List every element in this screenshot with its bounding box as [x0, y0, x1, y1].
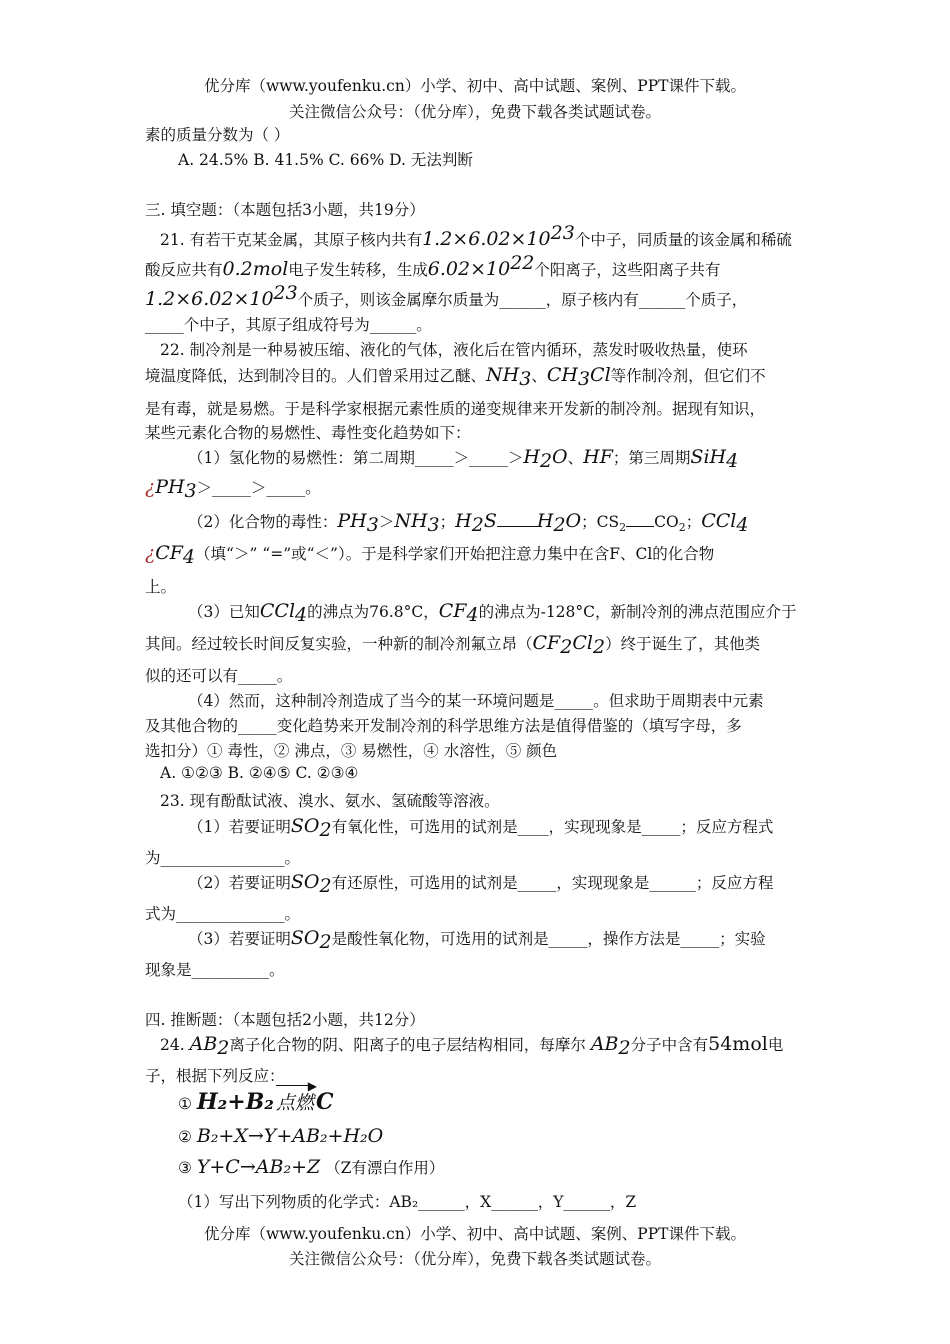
q21-line-2: 酸反应共有0.2mol电子发生转移，生成$6.02\times 10^{22}$个阳离子，这些阳离子共有 [145, 252, 721, 281]
q24-line-2: 子，根据下列反应： [145, 1067, 285, 1085]
reaction-2: ② B₂+X→Y+AB₂+H₂O [178, 1125, 384, 1147]
q23-line-1: 23. 现有酚酞试液、溴水、氨水、氢硫酸等溶液。 [160, 792, 500, 810]
q21-line-4: _____个中子，其原子组成符号为______。 [145, 316, 432, 334]
q20-options: A. 24.5% B. 41.5% C. 66% D. 无法判断 [178, 151, 473, 169]
q20-tail: 素的质量分数为（ ） [145, 126, 290, 144]
q22-part1-line-1: （1）氢化物的易燃性：第二周期$\_\_\_\_\_>\_\_\_\_\_>H_2O$、HF；第三周期SiH$_4$ [188, 446, 739, 473]
header-line-2: 关注微信公众号：（优分库），免费下载各类试题试卷。 [288, 103, 661, 121]
q23-part2-line-2: 式为______________。 [145, 905, 301, 923]
q22-part3-line-2: 其间。经过较长时间反复实验，一种新的制冷剂氟立昂$(CF_2Cl_2)$终于诞生了，其他类 [145, 632, 761, 659]
q22-line-3: 是有毒，就是易燃。于是科学家根据元素性质的递变规律来开发新的制冷剂。据现有知识， [145, 400, 766, 418]
q22-part4-line-3: 选扣分）① 毒性，② 沸点，③ 易燃性，④ 水溶性，⑤ 颜色 [145, 742, 558, 760]
q22-part3-line-3: 似的还可以有_____。 [145, 667, 293, 685]
q22-line-2: 境温度降低，达到制冷目的。人们曾采用过乙醚、$NH_3$、$CH_3Cl$等作制冷剂，但它们不 [145, 364, 766, 391]
q23-part3-line-1: （3）若要证明$SO_2$是酸性氧化物，可选用的试剂是_____，操作方法是_____；实验 [188, 927, 766, 954]
q21-line-3: $1.2\times 6.02\times 10^{23}$个质子，则该金属摩尔质量为______，原子核内有______个质子， [145, 282, 748, 311]
section-3-title: 三. 填空题：（本题包括3小题，共19分） [145, 201, 425, 219]
q22-part4-line-2: 及其他合物的_____变化趋势来开发制冷剂的科学思维方法是值得借鉴的（填写字母，多 [145, 717, 742, 735]
reaction-1: ① H₂+B₂ ▶ 点燃C [178, 1079, 334, 1115]
reaction-3: ③ Y+C→AB₂+Z （Z有漂白作用） [178, 1156, 445, 1178]
section-4-title: 四. 推断题：（本题包括2小题，共12分） [145, 1011, 425, 1029]
q22-part2-line-3: 上。 [145, 578, 177, 596]
q22-line-1: 22. 制冷剂是一种易被压缩、液化的气体，液化后在管内循环，蒸发时吸收热量，使环 [160, 341, 748, 359]
q24-part1: （1）写出下列物质的化学式：AB₂______，X______，Y______，Z [178, 1193, 637, 1211]
q23-part3-line-2: 现象是__________。 [145, 961, 285, 979]
q22-part4-options: A. ①②③ B. ②④⑤ C. ②③④ [160, 764, 359, 782]
q23-part2-line-1: （2）若要证明$SO_2$有还原性，可选用的试剂是_____，实现现象是______；反应方程 [188, 871, 774, 898]
header-line-1: 优分库（www.youfenku.cn）小学、初中、高中试题、案例、PPT课件下载。 [203, 77, 747, 95]
q22-part1-line-2: ¿$PH_3>\_\_\_\_\_>\_\_\_\_\_$。 [145, 476, 321, 503]
footer-line-2: 关注微信公众号：（优分库），免费下载各类试题试卷。 [288, 1250, 661, 1268]
q21-line-1: 21. 有若干克某金属，其原子核内共有$1.2\times 6.02\times 10^{23}$个中子，同质量的该金属和稀硫 [160, 222, 792, 251]
q24-line-1: 24. $AB_2$离子化合物的阴、阳离子的电子层结构相同，每摩尔 $AB_2$分子中含有54mol电 [160, 1033, 784, 1060]
q23-part1-line-1: （1）若要证明$SO_2$有氧化性，可选用的试剂是____，实现现象是_____；反应方程式 [188, 815, 774, 842]
footer-line-1: 优分库（www.youfenku.cn）小学、初中、高中试题、案例、PPT课件下载。 [203, 1225, 747, 1243]
q22-part4-line-1: （4）然而，这种制冷剂造成了当今的某一环境问题是_____。但求助于周期表中元素 [188, 692, 764, 710]
q22-part3-line-1: （3）已知CCl$_4$的沸点为76.8°C，$CF_4$的沸点为-128°C，新制冷剂的沸点范围应介于 [188, 600, 797, 627]
q22-line-4: 某些元素化合物的易燃性、毒性变化趋势如下： [145, 424, 471, 442]
q22-part2-line-1: （2）化合物的毒性：$PH_3>NH_3$；$H_2S$ $H_2O$；$CS_2$ $CO_2$；CCl$_4$ [188, 510, 749, 537]
q22-part2-line-2: ¿$CF_4$（填“＞” “=”或“＜”）。于是科学家们开始把注意力集中在含F、Cl的化合物 [145, 542, 715, 569]
q23-part1-line-2: 为________________。 [145, 849, 301, 867]
